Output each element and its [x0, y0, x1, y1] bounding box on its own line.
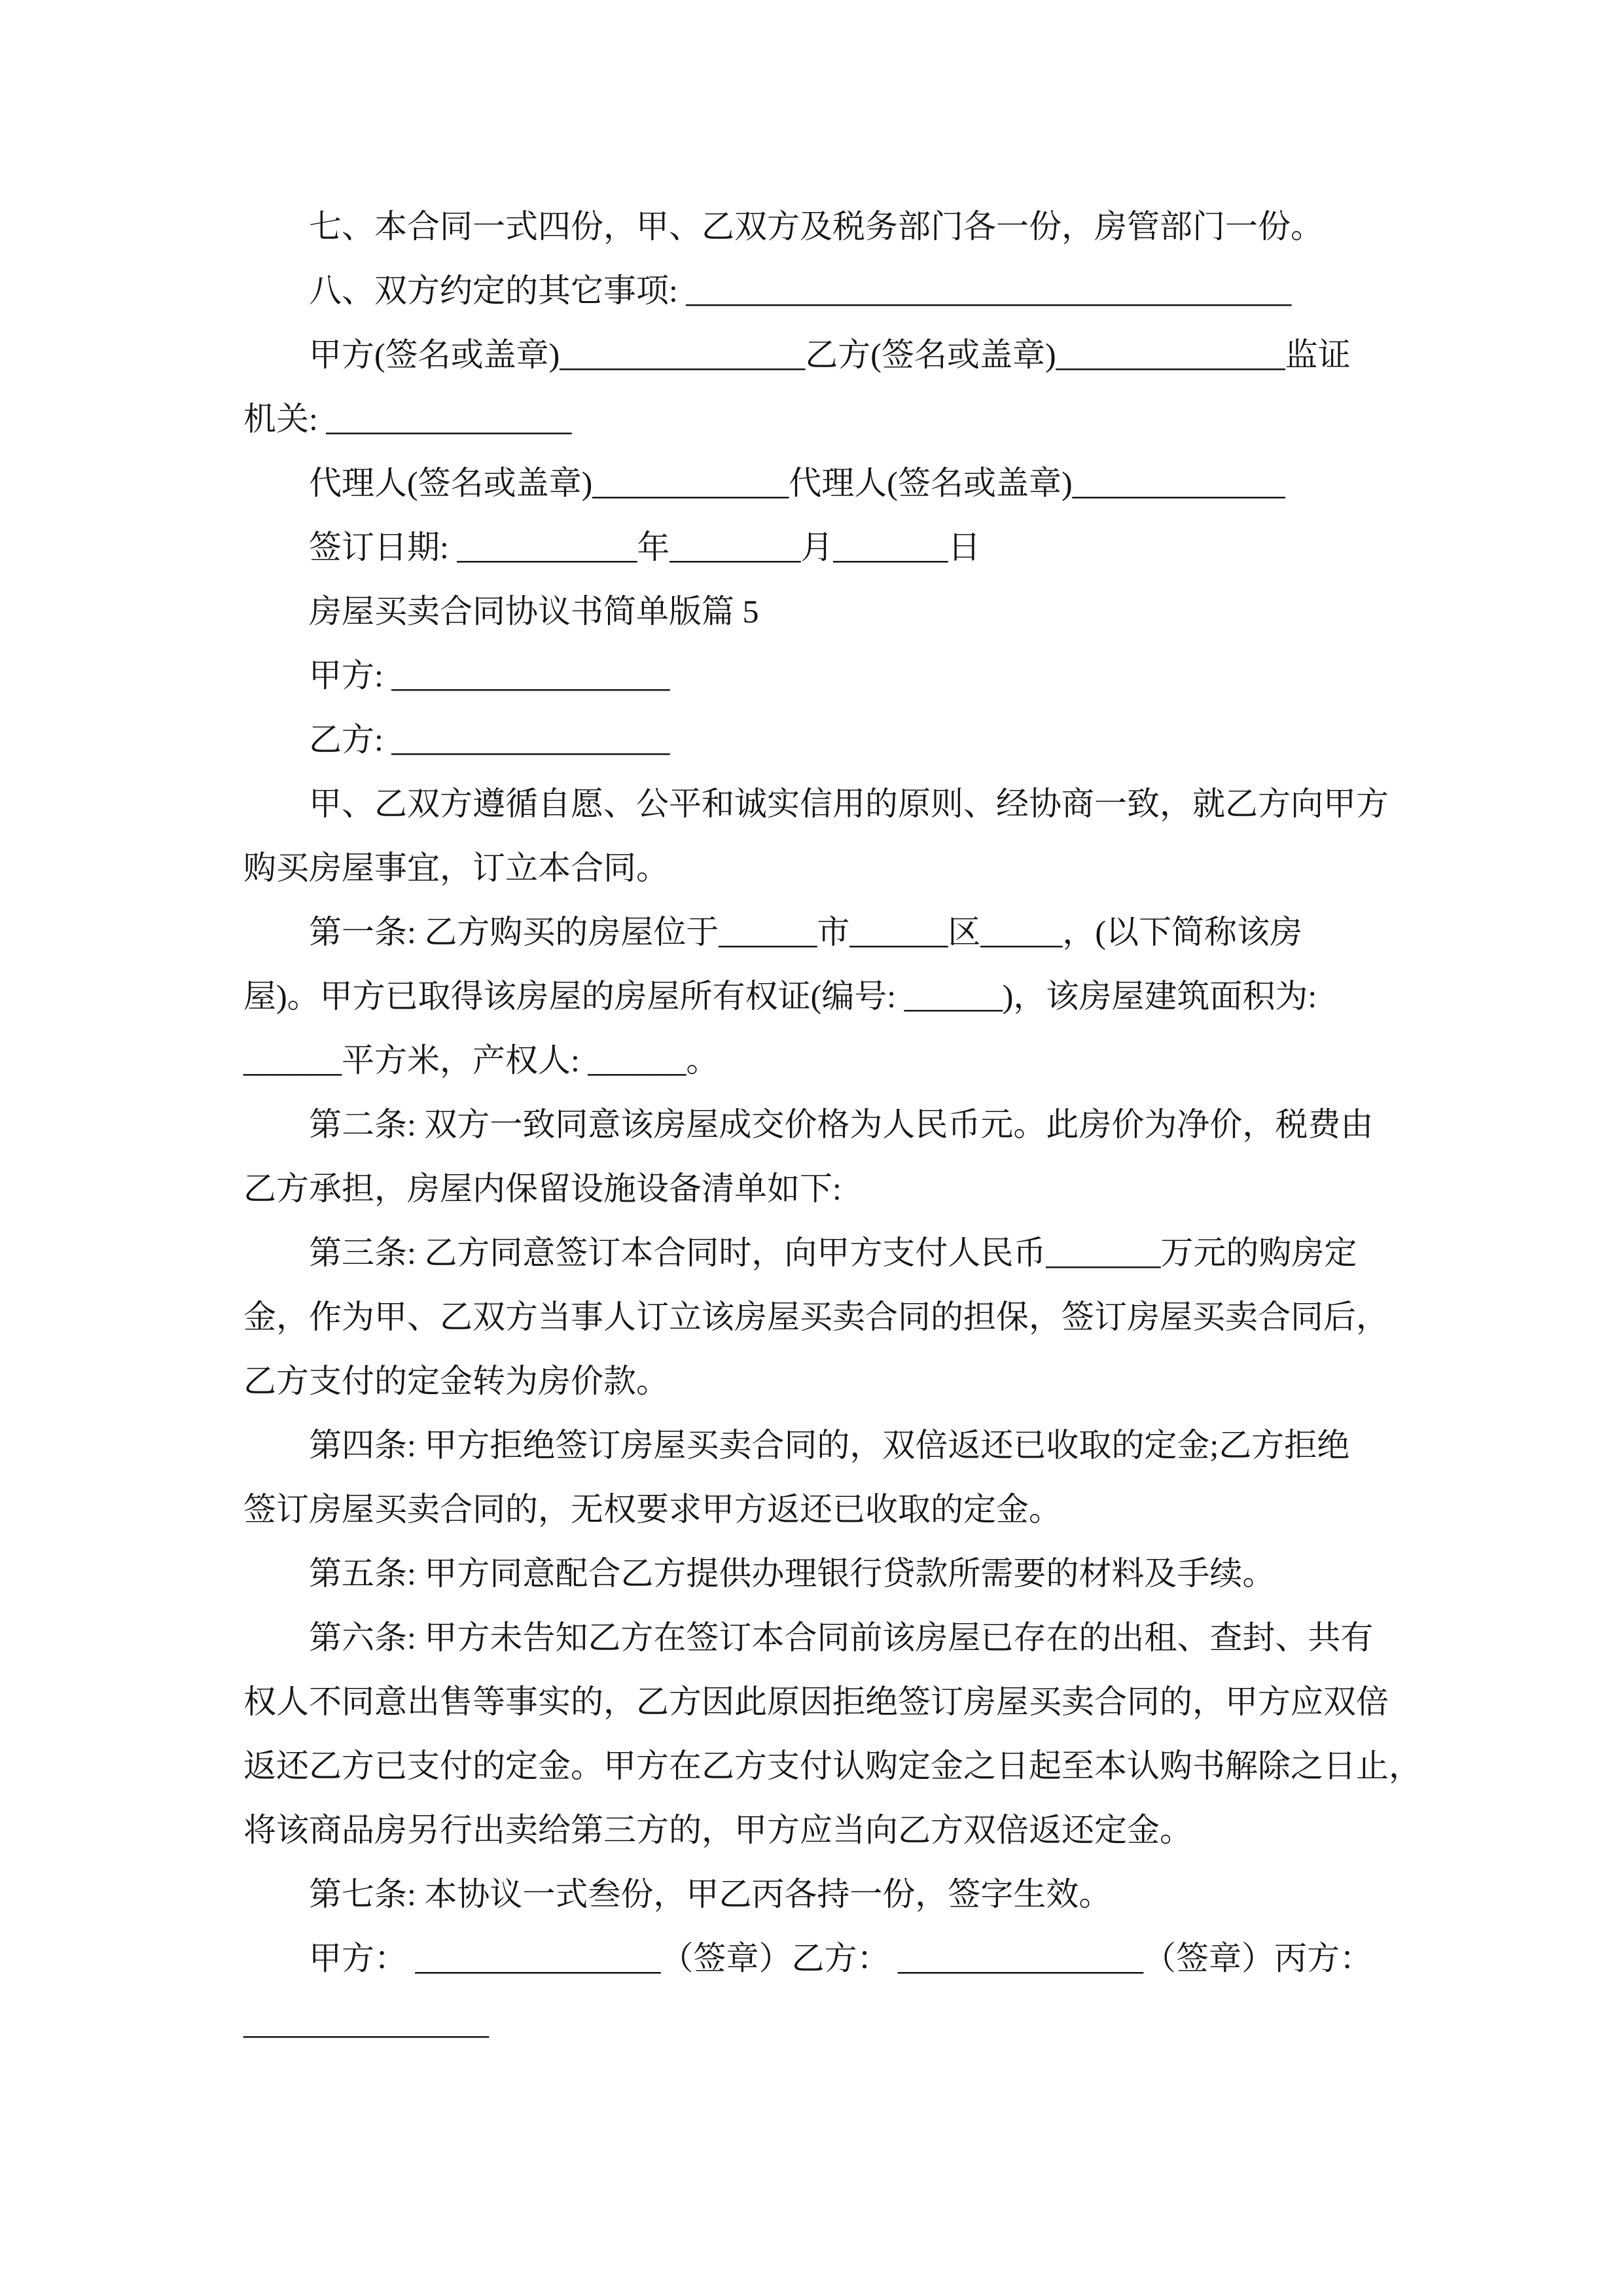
article-6-line-2: 权人不同意出售等事实的，乙方因此原因拒绝签订房屋买卖合同的，甲方应双倍: [243, 1683, 1389, 1720]
party-b-blank-line: 乙方: _________________: [309, 721, 670, 758]
article-1-line-2: 屋)。甲方已取得该房屋的房屋所有权证(编号: ______)，该房屋建筑面积为:: [243, 978, 1317, 1014]
clause-8-other-matters: 八、双方约定的其它事项: _____________________________________: [309, 272, 1292, 309]
preamble-line-2: 购买房屋事宜，订立本合同。: [243, 850, 669, 886]
final-signature-line: 甲方： _______________（签章）乙方： _______________（签章）丙方：: [309, 1940, 1372, 1977]
party-signature-line: 甲方(签名或盖章)_______________乙方(签名或盖章)______________监证: [309, 336, 1351, 373]
preamble-line-1: 甲、乙双方遵循自愿、公平和诚实信用的原则、经协商一致，就乙方向甲方: [309, 785, 1389, 822]
article-4-line-1: 第四条: 甲方拒绝签订房屋买卖合同的，双倍返还已收取的定金;乙方拒绝: [309, 1427, 1350, 1463]
article-3-line-2: 金，作为甲、乙双方当事人订立该房屋买卖合同的担保，签订房屋买卖合同后，: [243, 1299, 1389, 1335]
article-6-line-4: 将该商品房另行出卖给第三方的，甲方应当向乙方双倍返还定金。: [243, 1812, 1192, 1848]
agent-signature-line: 代理人(签名或盖章)____________代理人(签名或盖章)_____________: [309, 465, 1285, 501]
article-3-line-1: 第三条: 乙方同意签订本合同时，向甲方支付人民币_______万元的购房定: [309, 1234, 1357, 1271]
article-6-line-3: 返还乙方已支付的定金。甲方在乙方支付认购定金之日起至本认购书解除之日止，: [243, 1748, 1421, 1784]
party-c-blank-underline: _______________: [243, 2004, 489, 2041]
party-a-blank-line: 甲方: _________________: [309, 657, 670, 694]
article-2-line-2: 乙方承担，房屋内保留设施设备清单如下:: [243, 1170, 842, 1207]
article-7-line: 第七条: 本协议一式叁份，甲乙丙各持一份，签字生效。: [309, 1876, 1112, 1912]
witness-agency-line: 机关: _______________: [243, 401, 572, 437]
article-1-line-1: 第一条: 乙方购买的房屋位于______市______区_____，(以下简称该房: [309, 914, 1303, 950]
contract-document: [243, 194, 1431, 2054]
article-4-line-2: 签订房屋买卖合同的，无权要求甲方返还已收取的定金。: [243, 1491, 1061, 1528]
article-5-line: 第五条: 甲方同意配合乙方提供办理银行贷款所需要的材料及手续。: [309, 1555, 1275, 1592]
signing-date-line: 签订日期: ___________年________月_______日: [309, 529, 981, 565]
article-3-line-3: 乙方支付的定金转为房价款。: [243, 1363, 669, 1399]
article-6-line-1: 第六条: 甲方未告知乙方在签订本合同前该房屋已存在的出租、查封、共有: [309, 1619, 1374, 1656]
document-section-title: 房屋买卖合同协议书简单版篇 5: [309, 593, 759, 630]
article-2-line-1: 第二条: 双方一致同意该房屋成交价格为人民币元。此房价为净价，税费由: [309, 1106, 1374, 1143]
clause-7-line: 七、本合同一式四份，甲、乙双方及税务部门各一份，房管部门一份。: [309, 208, 1323, 245]
article-1-line-3: ______平方米，产权人: ______。: [243, 1042, 719, 1079]
